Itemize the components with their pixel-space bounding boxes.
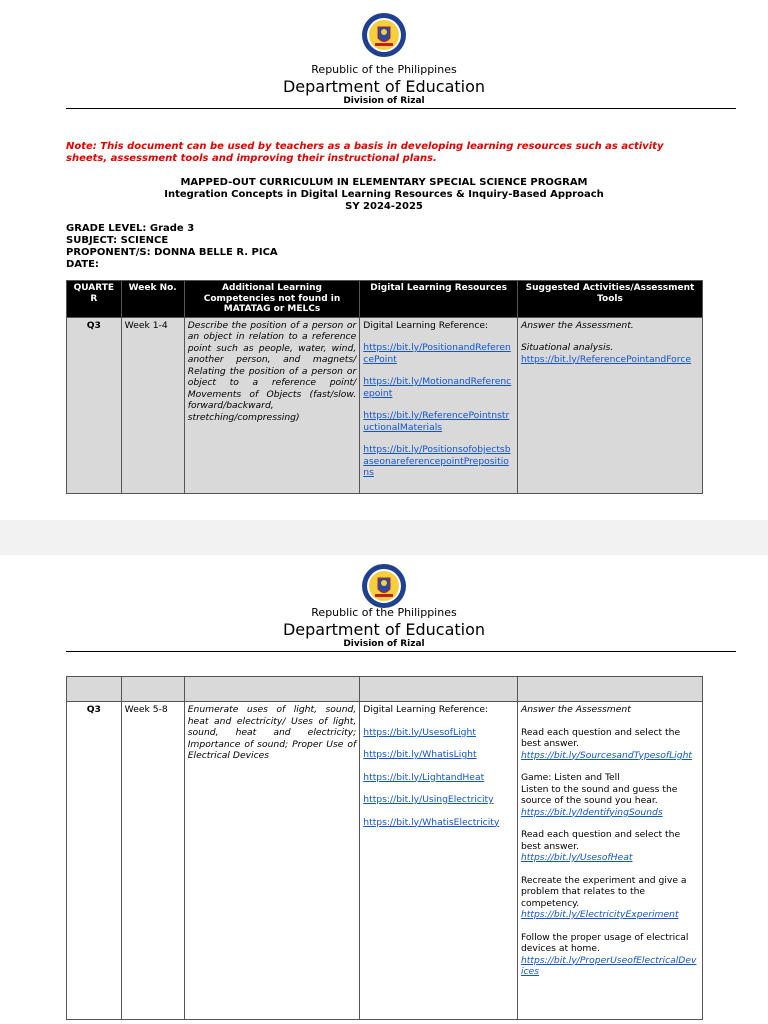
- header-department: Department of Education: [282, 77, 486, 96]
- week-cell: Week 1-4: [121, 317, 184, 493]
- activity-text: Recreate the experiment and give a problem that relates to the competency.: [520, 874, 687, 909]
- table-row: [67, 317, 703, 493]
- title-line-3: SY 2024-2025: [345, 201, 423, 212]
- resource-link[interactable]: https://bit.ly/PositionsofobjectsbaseonareferencepointPrepositions: [363, 444, 511, 478]
- resource-link[interactable]: https://bit.ly/LightandHeat: [363, 771, 485, 783]
- activity-link[interactable]: https://bit.ly/ReferencePointandForce: [520, 353, 692, 365]
- curriculum-table-2: [66, 676, 703, 1020]
- activity-text: Answer the Assessment: [520, 704, 631, 715]
- resource-link[interactable]: https://bit.ly/ReferencePointnstructionalMaterials: [363, 410, 510, 433]
- proponent: PROPONENT/S: DONNA BELLE R. PICA: [66, 247, 278, 258]
- header-republic: Republic of the Philippines: [311, 606, 457, 619]
- resource-label: Digital Learning Reference:: [363, 319, 489, 331]
- activity-text: Read each question and select the best answer.: [520, 726, 681, 749]
- resource-link[interactable]: https://bit.ly/WhatisLight: [363, 749, 477, 760]
- header-divider: [66, 108, 736, 109]
- activities-cell: [517, 702, 702, 1020]
- activity-link[interactable]: https://bit.ly/ElectricityExperiment: [520, 909, 679, 920]
- quarter-cell: Q3: [67, 317, 122, 493]
- header-divider: [66, 651, 736, 652]
- note-text: Note: This document can be used by teachers as a basis in developing learning resources such as activity sheets, assessment tools and improving their instructional plans.: [66, 141, 664, 164]
- document-meta: [66, 223, 278, 271]
- header-week: Week No.: [121, 281, 184, 318]
- activity-link[interactable]: https://bit.ly/ProperUseofElectricalDevices: [520, 954, 697, 977]
- resource-link[interactable]: https://bit.ly/PositionandReferencePoint: [363, 342, 511, 365]
- resource-link[interactable]: https://bit.ly/WhatisElectricity: [363, 816, 500, 828]
- competency-cell: Describe the position of a person or an object in relation to a reference point such as people, water, wind, another person, and magnets/ Relating the position of a person or object to a reference point/ Movements of Objects (fast/slow. forward/backward, stretching/compressing): [184, 317, 360, 493]
- activity-text: Listen to the sound and guess the source of the sound you hear.: [520, 783, 678, 806]
- title-line-1: MAPPED-OUT CURRICULUM IN ELEMENTARY SPECIAL SCIENCE PROGRAM: [180, 177, 588, 188]
- activity-text: Game: Listen and Tell: [520, 772, 620, 783]
- header-activities: Suggested Activities/Assessment Tools: [517, 281, 702, 318]
- activity-link[interactable]: https://bit.ly/IdentifyingSounds: [520, 806, 663, 818]
- week-cell: Week 5-8: [121, 702, 184, 1020]
- resource-link[interactable]: https://bit.ly/UsesofLight: [363, 726, 476, 738]
- resource-link[interactable]: https://bit.ly/MotionandReferencepoint: [363, 376, 512, 399]
- activity-link[interactable]: https://bit.ly/UsesofHeat: [520, 852, 633, 863]
- quarter-cell: Q3: [67, 702, 122, 1020]
- table-row: [67, 702, 703, 1020]
- competency-cell: Enumerate uses of light, sound, heat and electricity/ Uses of light, sound, heat and electricity; Importance of sound; Proper Use of Electrical Devices: [184, 702, 360, 1020]
- resources-cell: [360, 317, 518, 493]
- document-titles: [0, 177, 768, 213]
- activity-link[interactable]: https://bit.ly/SourcesandTypesofLight: [520, 749, 692, 761]
- header-quarter: QUARTE R: [67, 281, 122, 318]
- header-resources: Digital Learning Resources: [360, 281, 518, 318]
- table-header-row: [67, 281, 703, 318]
- deped-seal-logo: [361, 12, 407, 58]
- resource-label: Digital Learning Reference:: [363, 704, 489, 715]
- subject: SUBJECT: SCIENCE: [66, 235, 169, 246]
- table-header-row-empty: [67, 677, 703, 702]
- resource-link[interactable]: https://bit.ly/UsingElectricity: [363, 794, 494, 805]
- curriculum-table-1: [66, 280, 703, 494]
- activity-text: Answer the Assessment.: [520, 319, 634, 331]
- header-competencies: Additional Learning Competencies not found in MATATAG or MELCs: [184, 281, 360, 318]
- grade-level: GRADE LEVEL: Grade 3: [66, 223, 195, 234]
- header-division: Division of Rizal: [343, 96, 425, 106]
- deped-seal-logo: [361, 563, 407, 609]
- resources-cell: [360, 702, 518, 1020]
- activities-cell: [517, 317, 702, 493]
- header-republic: Republic of the Philippines: [311, 63, 457, 76]
- activity-text: Read each question and select the best answer.: [520, 829, 681, 852]
- title-line-2: Integration Concepts in Digital Learning Resources & Inquiry-Based Approach: [164, 189, 604, 200]
- header-division: Division of Rizal: [343, 639, 425, 649]
- activity-text: Follow the proper usage of electrical devices at home.: [520, 931, 689, 954]
- activity-text: Situational analysis.: [520, 342, 614, 353]
- page-gap: [0, 520, 768, 555]
- date: DATE:: [66, 259, 99, 270]
- header-department: Department of Education: [282, 620, 486, 639]
